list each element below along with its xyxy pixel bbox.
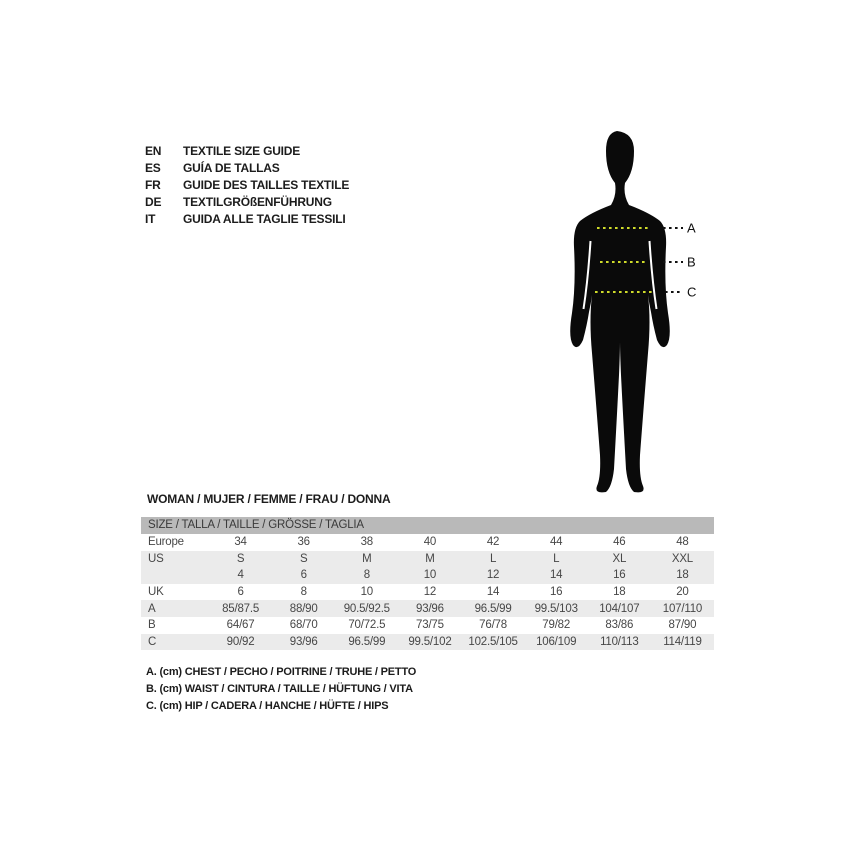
size-cell: 10	[423, 569, 437, 582]
legend-item: B. (cm) WAIST / CINTURA / TAILLE / HÜFTUNG / VITA	[146, 682, 413, 695]
size-cell: 85/87.5	[222, 602, 260, 615]
size-cell: 12	[423, 586, 437, 599]
size-cell: 87/90	[668, 619, 697, 632]
woman-silhouette-figure	[555, 125, 725, 505]
size-cell: 4	[237, 569, 244, 582]
language-code: ES	[145, 160, 161, 175]
language-title: TEXTILE SIZE GUIDE	[183, 143, 301, 158]
size-cell: 6	[237, 586, 244, 599]
size-cell: 73/75	[416, 619, 444, 632]
size-cell: 6	[300, 569, 307, 582]
table-row	[141, 617, 714, 634]
size-cell: 102.5/105	[468, 635, 518, 648]
language-row	[145, 193, 349, 210]
measurement-label-c: C	[687, 284, 697, 300]
measurement-legend	[146, 666, 416, 716]
language-row	[145, 142, 349, 159]
size-cell: 10	[360, 586, 374, 599]
size-cell: 48	[676, 536, 689, 549]
legend-item: C. (cm) HIP / CADERA / HANCHE / HÜFTE / HIPS	[146, 699, 389, 712]
size-cell: 70/72.5	[348, 619, 386, 632]
size-cell: 8	[300, 586, 307, 599]
row-label: C	[148, 635, 157, 648]
table-row	[141, 600, 714, 617]
size-cell: 40	[423, 536, 437, 549]
row-label: US	[148, 552, 164, 565]
language-title: TEXTILGRÖßENFÜHRUNG	[183, 194, 332, 209]
language-row	[145, 210, 349, 227]
language-row	[145, 176, 349, 193]
woman-silhouette	[570, 131, 670, 492]
size-cell: M	[362, 552, 372, 565]
size-cell: L	[553, 552, 560, 565]
row-label: Europe	[148, 536, 184, 549]
size-cell: 38	[360, 536, 374, 549]
size-cell: 42	[486, 536, 500, 549]
language-row	[145, 159, 349, 176]
language-title: GUIDA ALLE TAGLIE TESSILI	[183, 211, 346, 226]
legend-item: A. (cm) CHEST / PECHO / POITRINE / TRUHE / PETTO	[146, 666, 417, 678]
size-cell: 64/67	[226, 619, 255, 632]
gender-title: WOMAN / MUJER / FEMME / FRAU / DONNA	[147, 492, 391, 506]
table-row	[141, 551, 714, 568]
size-cell: 99.5/102	[408, 635, 452, 648]
row-label: B	[148, 619, 156, 632]
size-cell: 93/96	[289, 635, 318, 648]
language-title: GUÍA DE TALLAS	[183, 160, 280, 175]
size-cell: 107/110	[662, 602, 703, 615]
size-cell: 76/78	[479, 619, 507, 632]
size-cell: 104/107	[599, 602, 640, 615]
size-cell: 46	[613, 536, 626, 549]
size-cell: 96.5/99	[474, 602, 512, 615]
size-cell: 106/109	[536, 635, 577, 648]
size-cell: XL	[612, 552, 627, 565]
size-cell: 12	[486, 569, 500, 582]
table-row	[141, 584, 714, 601]
size-cell: 18	[613, 586, 626, 599]
size-cell: 88/90	[289, 602, 318, 615]
size-table-body	[141, 534, 714, 650]
size-table-header: SIZE / TALLA / TAILLE / GRÖSSE / TAGLIA	[141, 517, 714, 534]
size-cell: 79/82	[542, 619, 571, 632]
size-cell: 90.5/92.5	[343, 602, 390, 615]
row-label: UK	[148, 586, 164, 599]
size-cell: S	[299, 552, 308, 565]
size-cell: 20	[676, 586, 689, 599]
language-list	[145, 142, 349, 227]
size-cell: 16	[549, 586, 563, 599]
size-cell: 18	[676, 569, 689, 582]
language-code: FR	[145, 177, 161, 192]
size-cell: 36	[297, 536, 310, 549]
size-cell: 14	[549, 569, 563, 582]
size-cell: 90/92	[226, 635, 255, 648]
table-row	[141, 534, 714, 551]
size-cell: L	[489, 552, 497, 565]
size-cell: 83/86	[605, 619, 634, 632]
measurement-label-a: A	[687, 220, 696, 236]
size-cell: XXL	[671, 552, 693, 565]
size-cell: 93/96	[416, 602, 444, 615]
language-code: EN	[145, 143, 162, 158]
language-code: DE	[145, 194, 162, 209]
size-cell: 16	[613, 569, 626, 582]
row-label: A	[148, 602, 156, 615]
size-table	[141, 517, 714, 650]
size-cell: 99.5/103	[534, 602, 578, 615]
size-cell: 14	[486, 586, 500, 599]
size-cell: 44	[549, 536, 563, 549]
size-cell: S	[236, 552, 245, 565]
size-cell: M	[425, 552, 435, 565]
language-code: IT	[145, 211, 156, 226]
language-title: GUIDE DES TAILLES TEXTILE	[183, 177, 350, 192]
size-cell: 110/113	[600, 635, 639, 648]
table-row	[141, 567, 714, 584]
measurement-label-b: B	[687, 254, 696, 270]
size-cell: 8	[363, 569, 370, 582]
size-cell: 96.5/99	[348, 635, 386, 648]
table-row	[141, 634, 714, 651]
size-cell: 114/119	[663, 635, 702, 648]
size-cell: 34	[234, 536, 247, 549]
size-cell: 68/70	[289, 619, 318, 632]
